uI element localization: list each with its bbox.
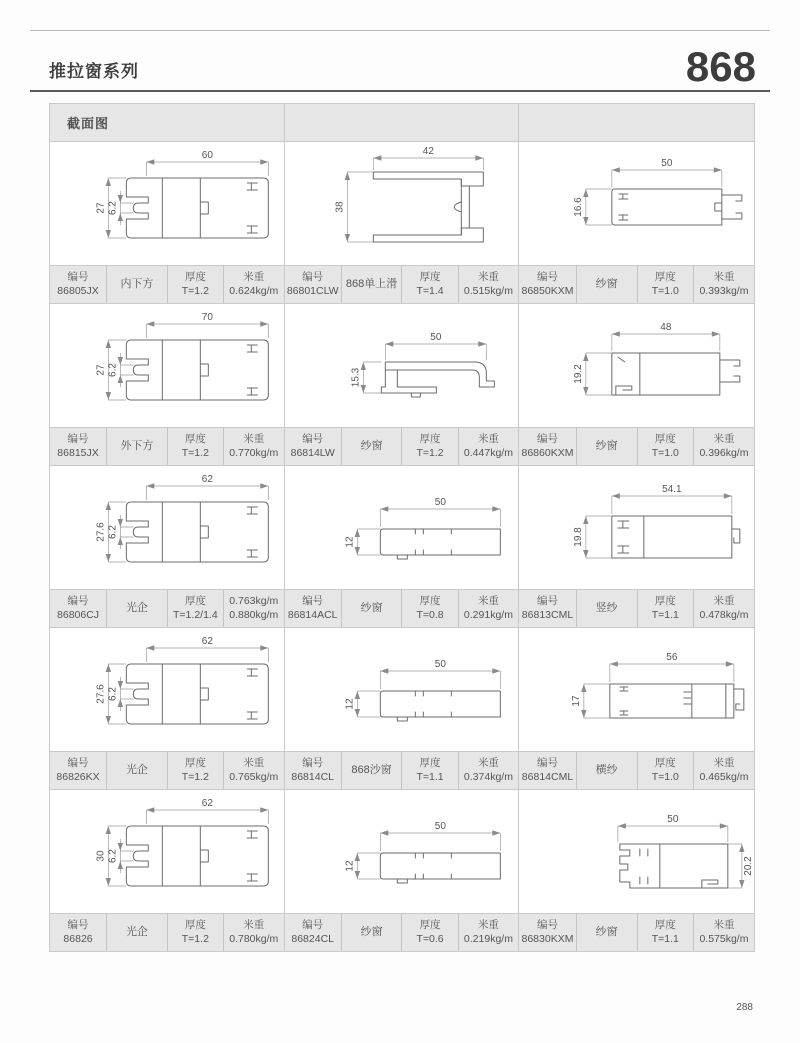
thickness-label: 厚度	[654, 432, 676, 445]
profile-diagram	[519, 142, 754, 265]
info-name-cell: 光企	[106, 914, 167, 951]
info-name-cell: 外下方	[106, 428, 167, 465]
info-name-cell: 868单上滑	[341, 266, 402, 303]
profile-table	[49, 103, 755, 952]
info-thickness-cell	[167, 428, 223, 465]
profile-section-drawing	[50, 466, 284, 589]
code-label: 编号	[302, 270, 324, 283]
weight-value: 0.515kg/m	[463, 284, 513, 297]
code-value: 86814CL	[291, 770, 334, 783]
dimension-label: 70	[201, 312, 213, 323]
weight-label: 米重	[243, 432, 265, 445]
profile-info-row	[285, 913, 519, 951]
profile-cell	[50, 304, 285, 466]
code-value: 86850KXM	[521, 284, 574, 297]
weight-value: 0.780kg/m	[229, 932, 279, 945]
info-name-cell: 纱窗	[576, 266, 637, 303]
info-code-cell	[50, 428, 106, 465]
dimension-label: 6.2	[107, 201, 119, 215]
thickness-value: T=1.2	[416, 446, 444, 459]
profile-section-drawing	[285, 142, 519, 265]
code-value: 86813CML	[521, 608, 574, 621]
code-label: 编号	[536, 432, 558, 445]
thickness-label: 厚度	[654, 270, 676, 283]
profile-info-row	[285, 265, 519, 303]
weight-value: 0.770kg/m	[229, 446, 279, 459]
profile-cell	[50, 790, 285, 951]
profile-diagram	[50, 628, 284, 751]
profile-section-drawing	[50, 790, 284, 913]
thickness-value: T=1.2	[181, 284, 209, 297]
profile-info-row	[285, 751, 519, 789]
dimension-label: 27.6	[95, 684, 107, 704]
weight-value: 0.880kg/m	[229, 608, 279, 621]
dimension-label: 42	[422, 146, 434, 157]
profile-diagram	[519, 304, 754, 427]
info-name-cell: 纱窗	[341, 914, 402, 951]
info-weight-cell	[223, 590, 284, 627]
info-weight-cell	[223, 914, 284, 951]
code-value: 86806CJ	[57, 608, 100, 621]
weight-label: 米重	[477, 270, 499, 283]
info-thickness-cell	[401, 914, 457, 951]
thickness-label: 厚度	[184, 594, 206, 607]
info-thickness-cell	[637, 752, 693, 789]
info-code-cell	[285, 752, 341, 789]
profile-info-row	[519, 913, 754, 951]
profile-info-row	[50, 913, 284, 951]
dimension-label: 6.2	[107, 363, 119, 377]
code-label: 编号	[302, 918, 324, 931]
dimension-label: 62	[201, 798, 213, 809]
profile-section-drawing	[519, 628, 754, 751]
dimension-label: 50	[429, 332, 442, 343]
profile-diagram	[50, 142, 284, 265]
thickness-label: 厚度	[184, 432, 206, 445]
thickness-label: 厚度	[419, 432, 441, 445]
info-code-cell	[50, 266, 106, 303]
dimension-label: 62	[201, 474, 213, 485]
profile-diagram	[519, 466, 754, 589]
weight-value: 0.575kg/m	[699, 932, 749, 945]
info-thickness-cell	[167, 266, 223, 303]
profile-section-drawing	[519, 790, 754, 913]
weight-value: 0.624kg/m	[229, 284, 279, 297]
code-label: 编号	[536, 918, 558, 931]
profile-diagram	[285, 304, 519, 427]
info-thickness-cell	[401, 428, 457, 465]
code-value: 86826KX	[56, 770, 100, 783]
profile-cell	[519, 304, 754, 466]
profile-diagram	[50, 304, 284, 427]
code-label: 编号	[67, 918, 89, 931]
code-value: 86814LW	[290, 446, 335, 459]
code-label: 编号	[302, 432, 324, 445]
info-code-cell	[519, 914, 575, 951]
info-name-cell: 光企	[106, 752, 167, 789]
info-code-cell	[519, 590, 575, 627]
code-label: 编号	[67, 432, 89, 445]
dimension-label: 60	[201, 150, 213, 161]
dimension-label: 12	[343, 536, 355, 548]
top-rule	[30, 30, 770, 31]
info-weight-cell	[693, 428, 754, 465]
info-code-cell	[519, 428, 575, 465]
thickness-value: T=1.1	[651, 932, 679, 945]
thickness-value: T=1.0	[651, 284, 679, 297]
weight-value: 0.765kg/m	[229, 770, 279, 783]
page-title: 推拉窗系列	[49, 62, 139, 81]
profile-diagram	[285, 142, 519, 265]
title-rule	[30, 90, 770, 92]
weight-label: 米重	[243, 918, 265, 931]
profile-cell	[50, 628, 285, 790]
profile-cell	[285, 790, 520, 951]
dimension-label: 27.6	[95, 522, 107, 542]
code-value: 86801CLW	[286, 284, 339, 297]
info-code-cell	[50, 590, 106, 627]
weight-value: 0.447kg/m	[463, 446, 513, 459]
dimension-label: 50	[661, 158, 673, 169]
weight-label: 米重	[713, 756, 735, 769]
code-label: 编号	[67, 756, 89, 769]
weight-label: 米重	[713, 918, 735, 931]
info-weight-cell	[458, 590, 519, 627]
profile-cell	[50, 466, 285, 628]
info-thickness-cell	[167, 914, 223, 951]
profile-diagram	[50, 466, 284, 589]
code-label: 编号	[536, 756, 558, 769]
profile-cell	[285, 628, 520, 790]
weight-value: 0.763kg/m	[229, 594, 279, 607]
info-thickness-cell	[167, 752, 223, 789]
code-label: 编号	[67, 594, 89, 607]
info-code-cell	[519, 752, 575, 789]
info-name-cell: 纱窗	[576, 428, 637, 465]
profile-diagram	[285, 466, 519, 589]
dimension-label: 6.2	[107, 525, 119, 539]
table-header-row	[50, 104, 754, 142]
page-number: 288	[736, 1002, 753, 1013]
code-value: 86830KXM	[521, 932, 574, 945]
dimension-label: 48	[660, 322, 672, 333]
thickness-label: 厚度	[184, 756, 206, 769]
profile-cell	[285, 142, 520, 304]
code-label: 编号	[302, 756, 324, 769]
info-thickness-cell	[401, 590, 457, 627]
weight-label: 米重	[477, 756, 499, 769]
thickness-label: 厚度	[654, 594, 676, 607]
info-thickness-cell	[401, 752, 457, 789]
dimension-label: 19.2	[573, 364, 585, 384]
thickness-label: 厚度	[419, 270, 441, 283]
dimension-label: 12	[343, 860, 355, 872]
info-code-cell	[285, 266, 341, 303]
profile-section-drawing	[50, 304, 284, 427]
dimension-label: 20.2	[743, 856, 754, 876]
weight-value: 0.219kg/m	[463, 932, 513, 945]
profile-diagram	[519, 790, 754, 913]
dimension-label: 27	[95, 364, 107, 376]
weight-label: 米重	[477, 432, 499, 445]
profile-info-row	[519, 427, 754, 465]
profile-info-row	[285, 427, 519, 465]
code-label: 编号	[536, 594, 558, 607]
dimension-label: 50	[667, 814, 679, 825]
weight-label: 米重	[713, 432, 735, 445]
profile-info-row	[50, 589, 284, 627]
info-weight-cell	[458, 752, 519, 789]
info-weight-cell	[693, 914, 754, 951]
info-name-cell: 纱窗	[341, 590, 402, 627]
info-code-cell	[285, 914, 341, 951]
info-weight-cell	[223, 752, 284, 789]
info-name-cell: 内下方	[106, 266, 167, 303]
info-weight-cell	[693, 752, 754, 789]
profile-info-row	[50, 751, 284, 789]
info-weight-cell	[693, 266, 754, 303]
profile-grid	[50, 142, 754, 951]
profile-cell	[285, 304, 520, 466]
info-code-cell	[50, 752, 106, 789]
dimension-label: 17	[571, 695, 583, 707]
thickness-label: 厚度	[184, 918, 206, 931]
weight-value: 0.396kg/m	[699, 446, 749, 459]
info-weight-cell	[458, 266, 519, 303]
profile-section-drawing	[519, 304, 754, 427]
thickness-value: T=1.0	[651, 770, 679, 783]
dimension-label: 19.8	[573, 527, 585, 547]
weight-label: 米重	[713, 594, 735, 607]
thickness-value: T=0.6	[416, 932, 444, 945]
weight-label: 米重	[243, 270, 265, 283]
thickness-value: T=1.0	[651, 446, 679, 459]
thickness-label: 厚度	[419, 756, 441, 769]
code-value: 86815JX	[57, 446, 99, 459]
profile-cell	[50, 142, 285, 304]
thickness-label: 厚度	[419, 918, 441, 931]
thickness-label: 厚度	[654, 756, 676, 769]
code-label: 编号	[67, 270, 89, 283]
dimension-label: 50	[434, 659, 446, 670]
weight-value: 0.393kg/m	[699, 284, 749, 297]
section-header: 截面图	[50, 104, 285, 141]
info-weight-cell	[223, 428, 284, 465]
info-name-cell: 横纱	[576, 752, 637, 789]
code-label: 编号	[302, 594, 324, 607]
weight-label: 米重	[477, 594, 499, 607]
weight-value: 0.374kg/m	[463, 770, 513, 783]
profile-section-drawing	[519, 142, 754, 265]
info-thickness-cell	[637, 428, 693, 465]
profile-section-drawing	[285, 628, 519, 751]
thickness-value: T=1.1	[416, 770, 444, 783]
info-name-cell: 纱窗	[576, 914, 637, 951]
dimension-label: 30	[95, 850, 107, 862]
weight-label: 米重	[477, 918, 499, 931]
info-name-cell: 光企	[106, 590, 167, 627]
header-spacer	[285, 104, 520, 141]
profile-cell	[285, 466, 520, 628]
profile-section-drawing	[50, 628, 284, 751]
dimension-label: 6.2	[107, 687, 119, 701]
profile-diagram	[50, 790, 284, 913]
dimension-label: 6.2	[107, 849, 119, 863]
thickness-value: T=1.2	[181, 770, 209, 783]
thickness-value: T=1.2	[181, 932, 209, 945]
dimension-label: 38	[333, 201, 345, 213]
weight-value: 0.478kg/m	[699, 608, 749, 621]
profile-section-drawing	[285, 304, 519, 427]
thickness-value: T=1.2	[181, 446, 209, 459]
code-value: 86814CML	[521, 770, 574, 783]
code-value: 86805JX	[57, 284, 99, 297]
profile-section-drawing	[50, 142, 284, 265]
weight-value: 0.465kg/m	[699, 770, 749, 783]
thickness-value: T=1.1	[651, 608, 679, 621]
thickness-value: T=0.8	[416, 608, 444, 621]
profile-section-drawing	[285, 790, 519, 913]
thickness-label: 厚度	[654, 918, 676, 931]
info-thickness-cell	[167, 590, 223, 627]
thickness-label: 厚度	[419, 594, 441, 607]
info-code-cell	[285, 428, 341, 465]
info-weight-cell	[458, 914, 519, 951]
weight-label: 米重	[243, 756, 265, 769]
info-code-cell	[285, 590, 341, 627]
dimension-label: 50	[434, 497, 446, 508]
dimension-label: 50	[434, 821, 446, 832]
dimension-label: 54.1	[662, 484, 682, 495]
profile-info-row	[50, 427, 284, 465]
dimension-label: 62	[201, 636, 213, 647]
profile-section-drawing	[519, 466, 754, 589]
profile-cell	[519, 466, 754, 628]
info-name-cell: 纱窗	[341, 428, 402, 465]
info-code-cell	[50, 914, 106, 951]
profile-diagram	[519, 628, 754, 751]
info-thickness-cell	[637, 914, 693, 951]
info-thickness-cell	[401, 266, 457, 303]
code-label: 编号	[536, 270, 558, 283]
header-spacer	[519, 104, 754, 141]
profile-cell	[519, 790, 754, 951]
thickness-label: 厚度	[184, 270, 206, 283]
code-value: 86814ACL	[287, 608, 338, 621]
profile-diagram	[285, 790, 519, 913]
info-weight-cell	[458, 428, 519, 465]
info-thickness-cell	[637, 590, 693, 627]
info-thickness-cell	[637, 266, 693, 303]
info-name-cell: 竖纱	[576, 590, 637, 627]
profile-cell	[519, 142, 754, 304]
weight-value: 0.291kg/m	[463, 608, 513, 621]
profile-cell	[519, 628, 754, 790]
info-weight-cell	[223, 266, 284, 303]
profile-section-drawing	[285, 466, 519, 589]
code-value: 86860KXM	[521, 446, 574, 459]
dimension-label: 27	[95, 202, 107, 214]
profile-info-row	[519, 589, 754, 627]
info-name-cell: 868沙窗	[341, 752, 402, 789]
code-value: 86824CL	[291, 932, 334, 945]
dimension-label: 12	[343, 698, 355, 710]
weight-label: 米重	[713, 270, 735, 283]
profile-info-row	[519, 265, 754, 303]
thickness-value: T=1.2/1.4	[173, 608, 218, 621]
info-weight-cell	[693, 590, 754, 627]
profile-diagram	[285, 628, 519, 751]
thickness-value: T=1.4	[416, 284, 444, 297]
dimension-label: 16.6	[573, 197, 585, 217]
dimension-label: 15.3	[349, 367, 361, 388]
model-number: 868	[685, 43, 756, 90]
info-code-cell	[519, 266, 575, 303]
profile-info-row	[519, 751, 754, 789]
profile-info-row	[50, 265, 284, 303]
code-value: 86826	[63, 932, 93, 945]
title-bar	[49, 40, 756, 88]
dimension-label: 56	[666, 652, 678, 663]
profile-info-row	[285, 589, 519, 627]
